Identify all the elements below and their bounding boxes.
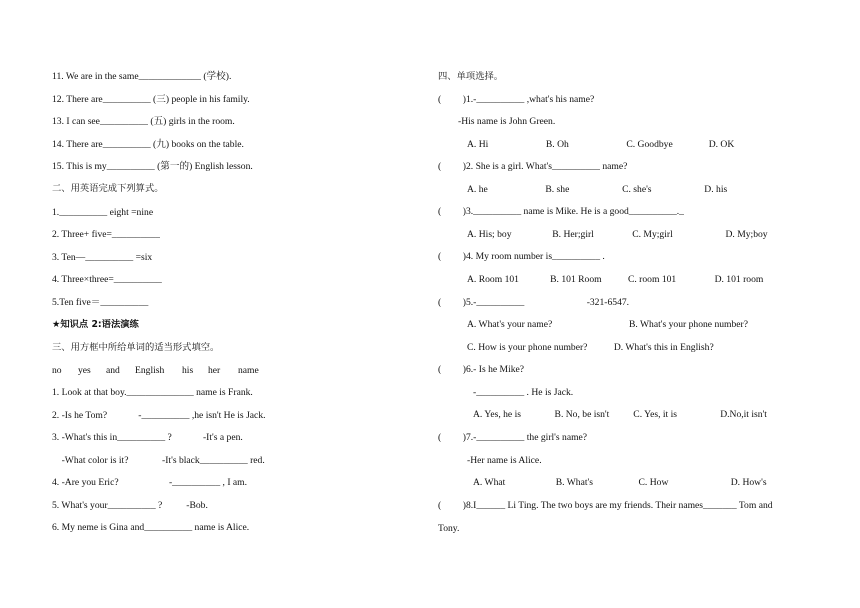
question-15: 15. This is my__________ (第一的) English lesson. <box>52 161 253 172</box>
choice-line: -His name is John Green. <box>458 116 556 127</box>
math-2: 2. Three+ five=__________ <box>52 229 160 240</box>
choice-line: ( )1.-__________ ,what's his name? <box>438 94 595 105</box>
word-box-item: her <box>208 365 221 376</box>
word-box-item: name <box>238 365 259 376</box>
choice-line: A. What B. What's C. How D. How's <box>473 477 767 488</box>
fill-1: 1. Look at that boy.______________ name is Frank. <box>52 387 253 398</box>
fill-3: 3. -What's this in__________ ? -It's a pen. <box>52 432 243 443</box>
choice-line: A. Room 101 B. 101 Room C. room 101 D. 101 room <box>467 274 764 285</box>
word-box-item: and <box>106 365 120 376</box>
math-1: 1.__________ eight =nine <box>52 207 154 218</box>
question-13: 13. I can see__________ (五) girls in the room. <box>52 116 235 127</box>
choice-line: ( )4. My room number is__________ . <box>438 251 605 262</box>
math-5: 5.Ten five＝__________ <box>52 297 149 308</box>
section-3-title: 三、用方框中所给单词的适当形式填空。 <box>52 342 220 353</box>
fill-3-follow: -What color is it? -It's black__________ red. <box>52 455 265 466</box>
choice-line: C. How is your phone number? D. What's this in English? <box>467 342 714 353</box>
fill-4: 4. -Are you Eric? -__________ , I am. <box>52 477 248 488</box>
choice-line: -__________ . He is Jack. <box>473 387 574 398</box>
math-3: 3. Ten—__________ =six <box>52 252 153 263</box>
choice-line: ( )3.__________ name is Mike. He is a good__________._ <box>438 206 684 217</box>
word-box-item: yes <box>78 365 91 376</box>
choice-line: A. What's your name? B. What's your phone number? <box>467 319 749 330</box>
question-12: 12. There are__________ (三) people in his family. <box>52 94 250 105</box>
fill-6: 6. My neme is Gina and__________ name is Alice. <box>52 522 250 533</box>
choice-line: ( )2. She is a girl. What's__________ name? <box>438 161 628 172</box>
choice-line: -Her name is Alice. <box>467 455 542 466</box>
section-4-title: 四、单项选择。 <box>438 71 504 82</box>
question-11: 11. We are in the same_____________ (学校). <box>52 71 232 82</box>
math-4: 4. Three×three=__________ <box>52 274 162 285</box>
question-14: 14. There are__________ (九) books on the table. <box>52 139 244 150</box>
section-2-title: 二、用英语完成下列算式。 <box>52 183 164 194</box>
word-box-item: English <box>135 365 165 376</box>
word-box-item: no <box>52 365 62 376</box>
choice-line: Tony. <box>438 523 460 534</box>
choice-line: A. His; boy B. Her;girl C. My;girl D. My;boy <box>467 229 768 240</box>
choice-line: ( )7.-__________ the girl's name? <box>438 432 588 443</box>
fill-2: 2. -Is he Tom? -__________ ,he isn't He is Jack. <box>52 410 266 421</box>
choice-line: A. Hi B. Oh C. Goodbye D. OK <box>467 139 735 150</box>
choice-line: A. Yes, he is B. No, be isn't C. Yes, it is D.No,it isn't <box>473 409 767 420</box>
choice-line: ( )8.I______ Li Ting. The two boys are my friends. Their names_______ Tom and <box>438 500 773 511</box>
choice-line: ( )6.- Is he Mike? <box>438 364 525 375</box>
fill-5: 5. What's your__________ ? -Bob. <box>52 500 208 511</box>
choice-line: ( )5.-__________ -321-6547. <box>438 297 630 308</box>
knowledge-point-heading: ★知识点 2:语法演练 <box>52 319 139 330</box>
choice-line: A. he B. she C. she's D. his <box>467 184 728 195</box>
word-box-item: his <box>182 365 194 376</box>
